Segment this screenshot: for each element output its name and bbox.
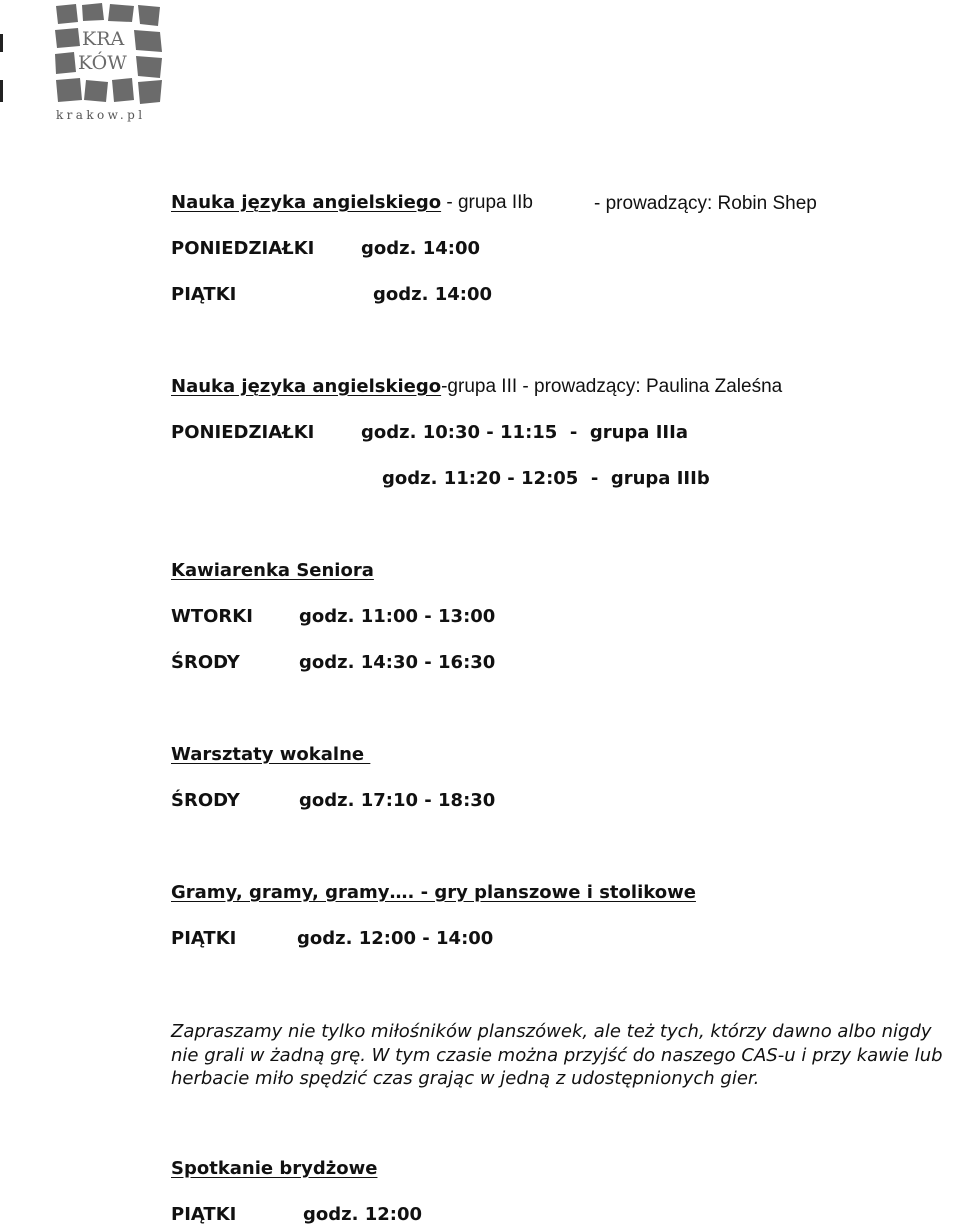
vocal-day-1: ŚRODY	[171, 790, 240, 811]
english-2-group: - grupa IIb	[441, 192, 533, 213]
english-3-header	[171, 376, 782, 398]
vocal-time-1: godz. 17:10 - 18:30	[299, 790, 496, 811]
english-2-day-1: PONIEDZIAŁKI	[171, 238, 315, 259]
cafe-time-2: godz. 14:30 - 16:30	[299, 652, 496, 673]
logo-url: krakow.pl	[56, 108, 146, 122]
logo-text-line2: KÓW	[78, 52, 127, 74]
cafe-title: Kawiarenka Seniora	[171, 560, 374, 581]
english-2-day-2: PIĄTKI	[171, 284, 237, 305]
english-2-leader: - prowadzący: Robin Shep	[594, 193, 817, 214]
cafe-time-1: godz. 11:00 - 13:00	[299, 606, 496, 627]
english-2-time-1: godz. 14:00	[361, 238, 481, 259]
english-3-group-leader: -grupa III - prowadzący: Paulina Zaleśna	[441, 376, 783, 397]
cafe-day-2: ŚRODY	[171, 652, 240, 673]
cafe-day-1: WTORKI	[171, 606, 253, 627]
page-edge-mark-bottom	[0, 80, 3, 102]
games-day-1: PIĄTKI	[171, 928, 237, 949]
english-2-title: Nauka języka angielskiego	[171, 192, 442, 213]
vocal-title: Warsztaty wokalne	[171, 744, 371, 765]
logo-text-line1: KRA	[82, 28, 125, 50]
english-2-time-2: godz. 14:00	[373, 284, 493, 305]
games-time-1: godz. 12:00 - 14:00	[297, 928, 494, 949]
krakow-logo-graphic	[52, 2, 166, 124]
english-3-time-1: godz. 10:30 - 11:15 - grupa IIIa	[361, 422, 688, 443]
bridge-time-1: godz. 12:00	[303, 1204, 423, 1225]
games-description: Zapraszamy nie tylko miłośników planszówek, ale też tych, którzy dawno albo nigdy nie grali w żadną grę. W tym czasie można przyjść do naszego CAS-u i przy kawie lub herbacie miło spędzić czas grając w jedną z udostępnionych gier.	[171, 1021, 943, 1089]
english-3-time-2: godz. 11:20 - 12:05 - grupa IIIb	[382, 468, 710, 489]
english-3-day-1: PONIEDZIAŁKI	[171, 422, 315, 443]
page-edge-mark-top	[0, 34, 3, 52]
bridge-title: Spotkanie brydżowe	[171, 1158, 378, 1179]
games-title: Gramy, gramy, gramy…. - gry planszowe i stolikowe	[171, 882, 696, 903]
bridge-day-1: PIĄTKI	[171, 1204, 237, 1225]
english-3-title: Nauka języka angielskiego	[171, 376, 442, 397]
krakow-logo	[52, 2, 166, 124]
english-2-header	[171, 192, 533, 214]
